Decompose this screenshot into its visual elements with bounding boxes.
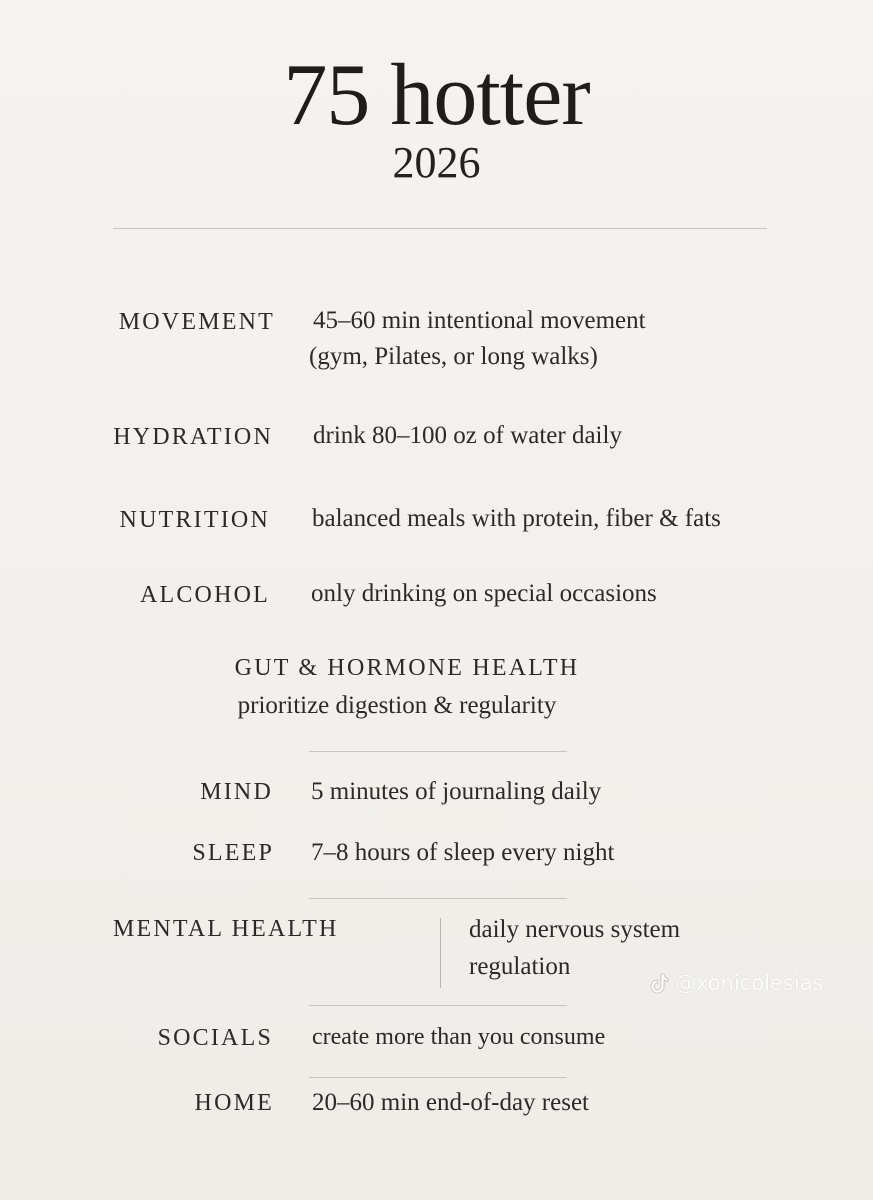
- section-divider-2: [309, 898, 567, 899]
- desc-sleep: 7–8 hours of sleep every night: [311, 839, 615, 866]
- desc-nutrition: balanced meals with protein, fiber & fats: [312, 505, 721, 532]
- section-divider-3: [309, 1005, 567, 1006]
- desc-socials: create more than you consume: [312, 1024, 606, 1050]
- desc-home: 20–60 min end-of-day reset: [312, 1089, 590, 1116]
- page-title: 75 hotter: [283, 47, 590, 144]
- desc-alcohol: only drinking on special occasions: [311, 580, 657, 607]
- section-divider-1: [309, 751, 567, 752]
- label-sleep: SLEEP: [192, 840, 274, 866]
- label-socials: SOCIALS: [157, 1025, 273, 1051]
- label-hydration: HYDRATION: [113, 424, 273, 450]
- label-home: HOME: [194, 1090, 274, 1116]
- desc-movement-line2: (gym, Pilates, or long walks): [309, 343, 598, 370]
- page-year: 2026: [392, 138, 481, 187]
- label-movement: MOVEMENT: [118, 309, 275, 335]
- desc-mind: 5 minutes of journaling daily: [311, 778, 602, 805]
- desc-mental-health-line2: regulation: [469, 953, 571, 980]
- mental-health-separator: [440, 918, 441, 988]
- section-divider-4: [309, 1077, 567, 1078]
- desc-gut-hormone-health: prioritize digestion & regularity: [237, 692, 557, 719]
- watermark: [649, 971, 824, 995]
- label-mental-health: MENTAL HEALTH: [113, 916, 339, 942]
- tiktok-icon: [649, 972, 671, 994]
- label-gut-hormone-health: GUT & HORMONE HEALTH: [234, 655, 580, 681]
- title-divider: [113, 228, 767, 229]
- desc-movement-line1: 45–60 min intentional movement: [313, 307, 646, 334]
- desc-mental-health-line1: daily nervous system: [469, 916, 681, 943]
- label-nutrition: NUTRITION: [119, 507, 270, 533]
- watermark-handle: @xonicolesias: [675, 971, 824, 995]
- label-mind: MIND: [200, 779, 273, 805]
- label-alcohol: ALCOHOL: [139, 582, 270, 608]
- desc-hydration: drink 80–100 oz of water daily: [313, 422, 622, 449]
